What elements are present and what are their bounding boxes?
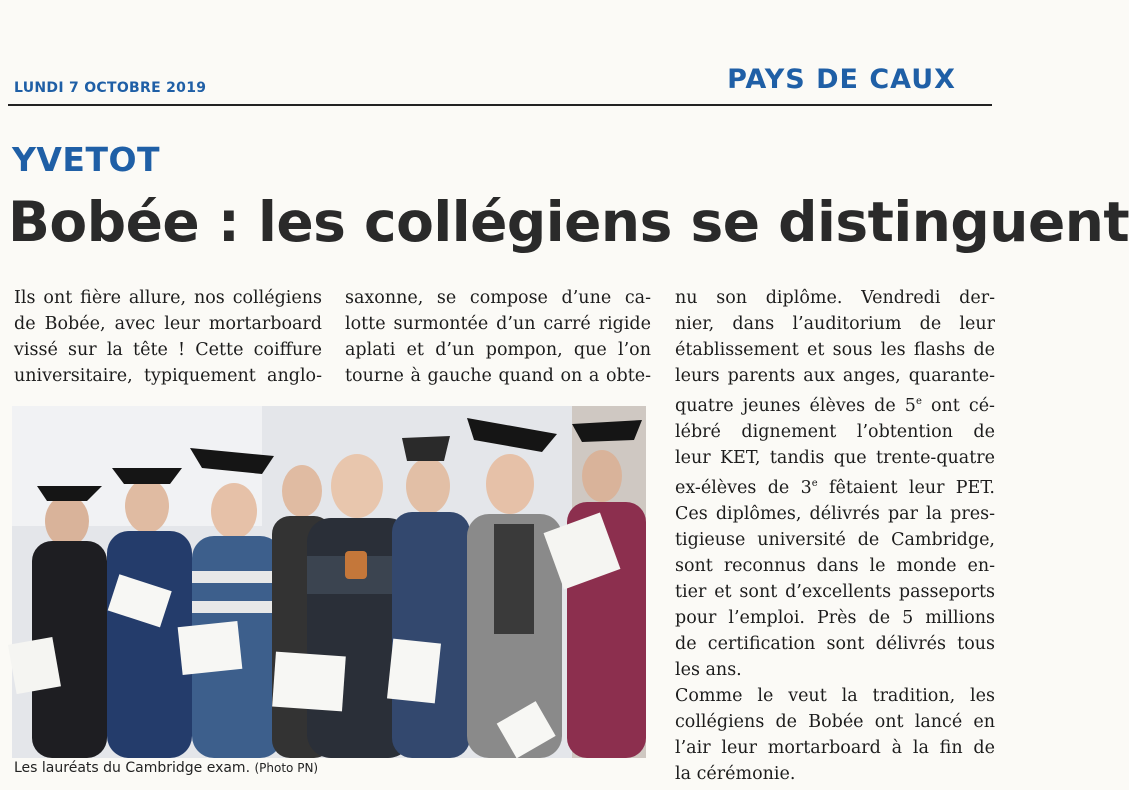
photo-credit: (Photo PN)	[254, 761, 319, 775]
text-line: nu son diplôme. Vendredi der-	[675, 288, 995, 308]
text-line: les ans.	[675, 659, 742, 680]
text-line: établissement et sous les flashs de	[675, 340, 995, 360]
text-line: sont reconnus dans le monde en-	[675, 555, 995, 576]
text-fragment: quatre jeunes élèves de 5	[675, 395, 916, 416]
text-line: saxonne, se compose d’une ca-	[345, 288, 651, 308]
text-line: Ils ont fière allure, nos collégiens	[14, 288, 322, 308]
text-line: la cérémonie.	[675, 763, 796, 784]
text-line: pour l’emploi. Près de 5 millions	[675, 607, 995, 628]
text-line: lotte surmontée d’un carré rigide	[345, 314, 651, 334]
superscript: e	[811, 477, 818, 489]
text-line: l’air leur mortarboard à la fin de	[675, 737, 995, 758]
article-photo	[12, 406, 646, 758]
caption-text: Les lauréats du Cambridge exam.	[14, 760, 251, 776]
article-column-2	[345, 285, 651, 389]
text-line: nier, dans l’auditorium de leur	[675, 314, 995, 334]
text-line	[675, 389, 995, 419]
text-line: Ces diplômes, délivrés par la pres-	[675, 503, 995, 524]
text-line: tourne à gauche quand on a obte-	[345, 366, 651, 386]
section-title: PAYS DE CAUX	[727, 64, 956, 95]
text-line: lébré dignement l’obtention de	[675, 421, 995, 442]
text-fragment: ex-élèves de 3	[675, 477, 812, 498]
text-line: universitaire, typiquement anglo-	[14, 366, 322, 386]
text-line: collégiens de Bobée ont lancé en	[675, 711, 995, 732]
text-line	[675, 471, 995, 501]
text-line: de certification sont délivrés tous	[675, 633, 995, 654]
header-date: LUNDI 7 OCTOBRE 2019	[14, 80, 207, 96]
text-fragment: ont cé-	[930, 395, 995, 416]
text-line: leur KET, tandis que trente-quatre	[675, 447, 995, 468]
text-line: leurs parents aux anges, quarante-	[675, 366, 995, 386]
superscript: e	[915, 396, 922, 407]
text-line: tigieuse université de Cambridge,	[675, 529, 995, 550]
text-line: Comme le veut la tradition, les	[675, 685, 995, 706]
text-line: aplati et d’un pompon, que l’on	[345, 340, 651, 360]
text-line: tier et sont d’excellents passeports	[675, 581, 995, 602]
group-photo-illustration	[12, 406, 646, 758]
article-column-3	[675, 285, 995, 787]
text-fragment: fêtaient leur PET.	[828, 477, 995, 498]
article-headline: Bobée : les collégiens se distinguent	[8, 190, 1129, 254]
photo-caption	[14, 760, 318, 776]
article-city: YVETOT	[12, 140, 161, 179]
article-column-1	[14, 285, 322, 389]
header-rule	[8, 104, 992, 106]
text-line: de Bobée, avec leur mortarboard	[14, 314, 322, 334]
text-line: vissé sur la tête ! Cette coiffure	[14, 340, 322, 360]
